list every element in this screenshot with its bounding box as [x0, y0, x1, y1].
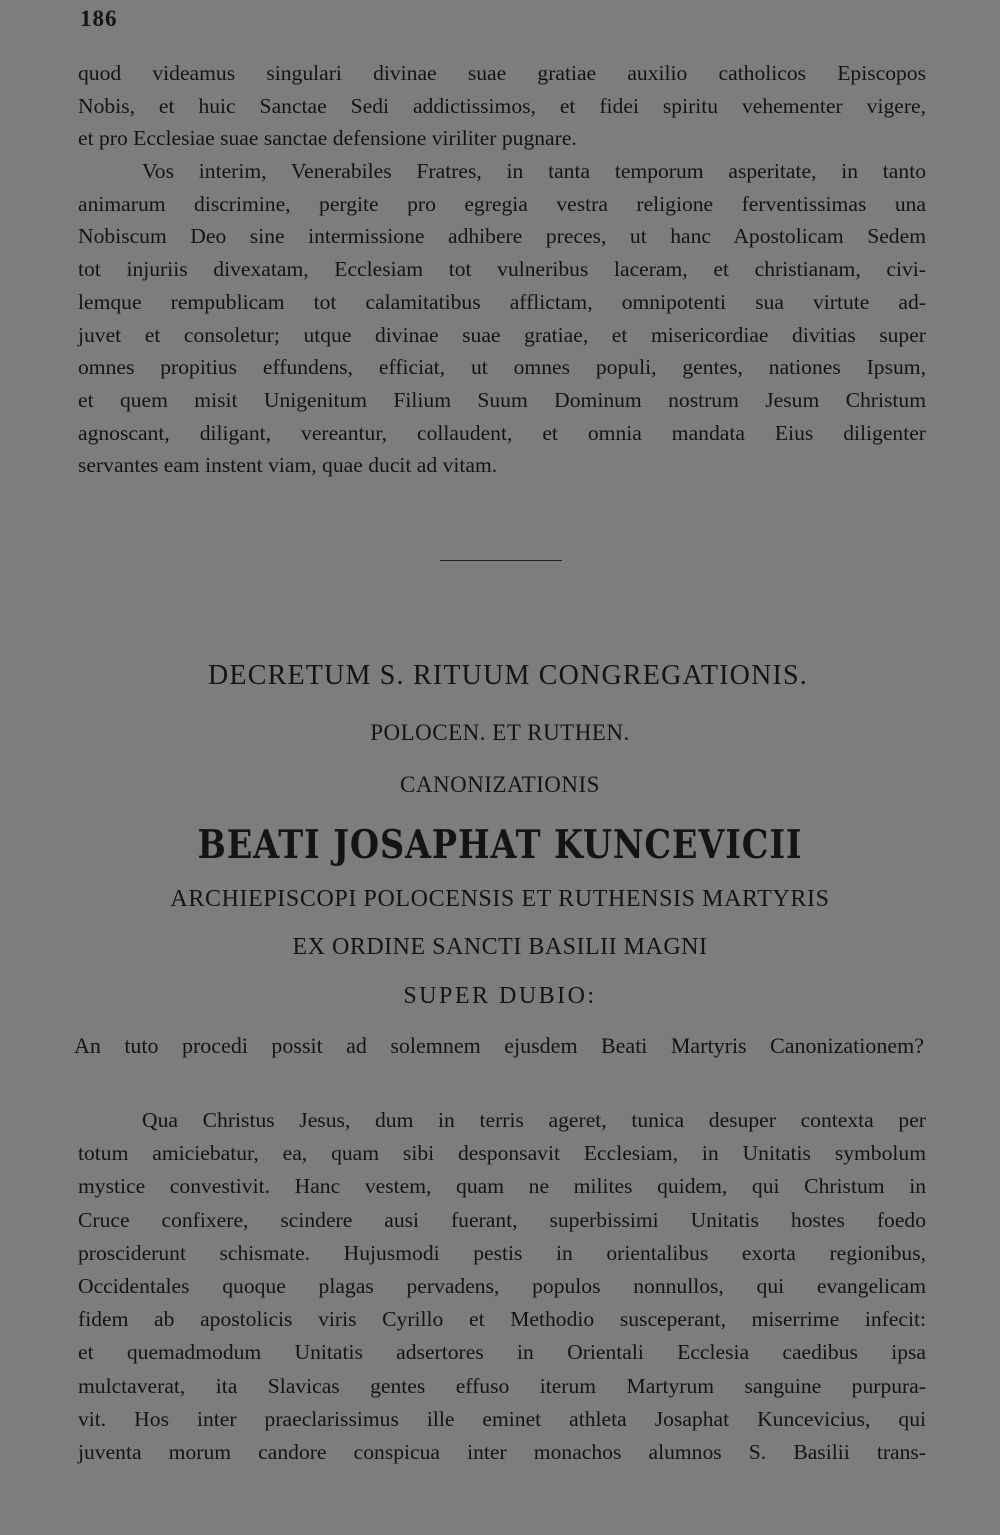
text-line: mystice convestivit. Hanc vestem, quam ne milites quidem, qui Christum in	[78, 1174, 926, 1199]
text-line: tot injuriis divexatam, Ecclesiam tot vulneribus laceram, et christianam, civi-	[78, 257, 926, 282]
text-line: prosciderunt schismate. Hujusmodi pestis in orientalibus exorta regionibus,	[78, 1240, 926, 1265]
text-line: totum amiciebatur, ea, quam sibi desponsavit Ecclesiam, in Unitatis symbolum	[78, 1141, 926, 1166]
decree-order: EX ORDINE SANCTI BASILII MAGNI	[292, 934, 708, 960]
decree-subtitle: POLOCEN. ET RUTHEN.	[370, 720, 630, 745]
decree-paragraph	[78, 1104, 926, 1469]
text-line: mulctaverat, ita Slavicas gentes effuso iterum Martyrum sanguine purpura-	[78, 1373, 926, 1398]
text-line: et quem misit Unigenitum Filium Suum Dominum nostrum Jesum Christum	[78, 387, 926, 412]
decree-title: DECRETUM S. RITUUM CONGREGATIONIS.	[207, 660, 809, 691]
text-line: et pro Ecclesiae suae sanctae defensione viriliter pugnare.	[78, 126, 577, 151]
section-divider	[440, 560, 562, 561]
top-paragraph-continuation	[78, 57, 926, 155]
text-line: vit. Hos inter praeclarissimus ille eminet athleta Josaphat Kuncevicius, qui	[78, 1406, 926, 1431]
text-line: Nobiscum Deo sine intermissione adhibere preces, ut hanc Apostolicam Sedem	[78, 224, 926, 249]
text-line: animarum discrimine, pergite pro egregia vestra religione ferventissimas una	[78, 191, 926, 216]
text-line: Cruce confixere, scindere ausi fuerant, superbissimi Unitatis hostes foedo	[78, 1207, 926, 1232]
decree-super-dubio: SUPER DUBIO:	[403, 983, 597, 1009]
decree-question: An tuto procedi possit ad solemnem ejusdem Beati Martyris Canonizationem?	[74, 1033, 924, 1058]
text-line: fidem ab apostolicis viris Cyrillo et Methodio susceperant, miserrime infecit:	[78, 1307, 926, 1332]
decree-canonizationis: CANONIZATIONIS	[400, 772, 600, 797]
text-line: Occidentales quoque plagas pervadens, populos nonnullos, qui evangelicam	[78, 1274, 926, 1299]
decree-saint-name: BEATI JOSAPHAT KUNCEVICII	[197, 822, 803, 868]
text-line: servantes eam instent viam, quae ducit ad vitam.	[78, 453, 498, 478]
text-line: omnes propitius effundens, efficiat, ut omnes populi, gentes, nationes Ipsum,	[78, 355, 926, 380]
text-line: lemque rempublicam tot calamitatibus afflictam, omnipotenti sua virtute ad-	[78, 289, 926, 314]
text-line: juventa morum candore conspicua inter monachos alumnos S. Basilii trans-	[78, 1440, 926, 1465]
text-line: Qua Christus Jesus, dum in terris ageret, tunica desuper contexta per	[142, 1108, 926, 1132]
page-number: 186	[80, 6, 118, 31]
text-line: et quemadmodum Unitatis adsertores in Orientali Ecclesia caedibus ipsa	[78, 1340, 926, 1365]
text-line: juvet et consoletur; utque divinae suae gratiae, et misericordiae divitias super	[78, 322, 926, 347]
text-line: quod videamus singulari divinae suae gratiae auxilio catholicos Episcopos	[78, 61, 926, 85]
text-line: Nobis, et huic Sanctae Sedi addictissimos, et fidei spiritu vehementer vigere,	[78, 93, 926, 118]
decree-office: ARCHIEPISCOPI POLOCENSIS ET RUTHENSIS MARTYRIS	[170, 886, 830, 912]
second-paragraph	[78, 155, 926, 482]
text-line: agnoscant, diligant, vereantur, collaudent, et omnia mandata Eius diligenter	[78, 420, 926, 445]
text-line: Vos interim, Venerabiles Fratres, in tanta temporum asperitate, in tanto	[142, 159, 926, 183]
